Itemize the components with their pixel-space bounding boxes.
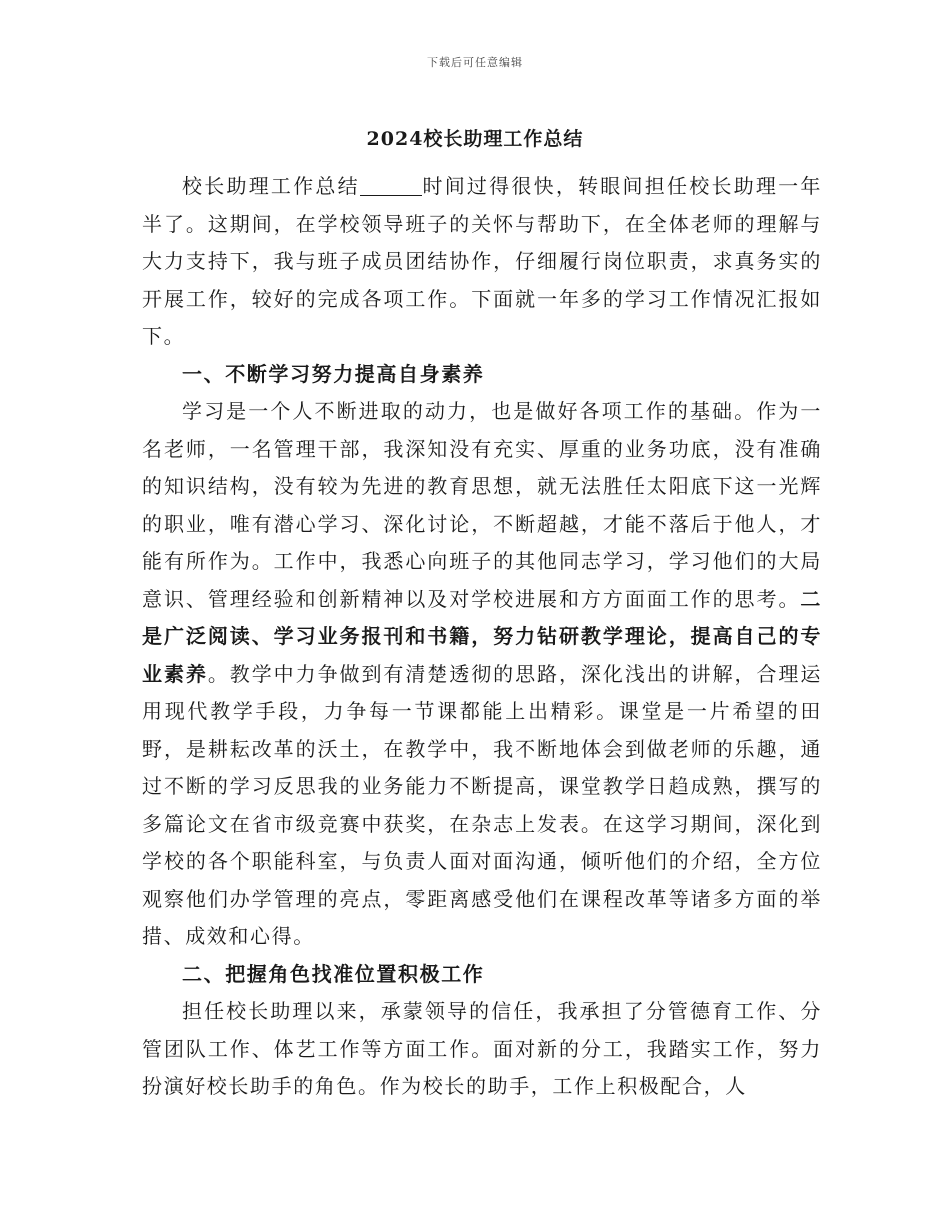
- header-note: 下载后可任意编辑: [427, 56, 523, 69]
- learning-text-continued: 。教学中力争做到有清楚透彻的思路，深化浅出的讲解，合理运用现代教学手段，力争每一节课都能上出精彩。课堂是一片希望的田野，是耕耘改革的沃土，在教学中，我不断地体会到做老师的乐趣，通过不断的学习反思我的业务能力不断提高，课堂教学日趋成熟，撰写的多篇论文在省市级竞赛中获奖，在杂志上发表。在这学习期间，深化到学校的各个职能科室，与负责人面对面沟通，倾听他们的介绍，全方位观察他们办学管理的亮点，零距离感受他们在课程改革等诸多方面的举措、成效和心得。: [142, 661, 822, 948]
- learning-text: 学习是一个人不断进取的动力，也是做好各项工作的基础。作为一名老师，一名管理干部，我深知没有充实、厚重的业务功底，没有准确的知识结构，没有较为先进的教育思想，就无法胜任太阳底下这一光辉的职业，唯有潜心学习、深化讨论，不断超越，才能不落后于他人，才能有所作为。工作中，我悉心向班子的其他同志学习，学习他们的大局意识、管理经验和创新精神以及对学校进展和方方面面工作的思考。: [142, 399, 822, 611]
- blank-underline: [360, 175, 422, 196]
- section-heading-1: 一、不断学习努力提高自身素养: [182, 361, 485, 386]
- section-heading-2: 二、把握角色找准位置积极工作: [182, 961, 485, 986]
- document-body: [142, 168, 822, 1106]
- learning-bold-text: 二是广泛阅读、学习业务报刊和书籍，努力钻研教学理论，提高自己的专业素养: [142, 586, 822, 686]
- intro-text: 时间过得很快，转眼间担任校长助理一年半了。这期间，在学校领导班子的关怀与帮助下，在全体老师的理解与大力支持下，我与班子成员团结协作，仔细履行岗位职责，求真务实的开展工作，较好的完成各项工作。下面就一年多的学习工作情况汇报如下。: [142, 174, 822, 348]
- page-title: 2024校长助理工作总结: [366, 128, 584, 150]
- intro-lead-text: 校长助理工作总结: [182, 174, 360, 198]
- paragraph-learning: [142, 393, 822, 956]
- paragraph-role: 担任校长助理以来，承蒙领导的信任，我承担了分管德育工作、分管团队工作、体艺工作等方面工作。面对新的分工，我踏实工作，努力扮演好校长助手的角色。作为校长的助手，工作上积极配合，人: [142, 999, 822, 1098]
- paragraph-intro: [142, 168, 822, 356]
